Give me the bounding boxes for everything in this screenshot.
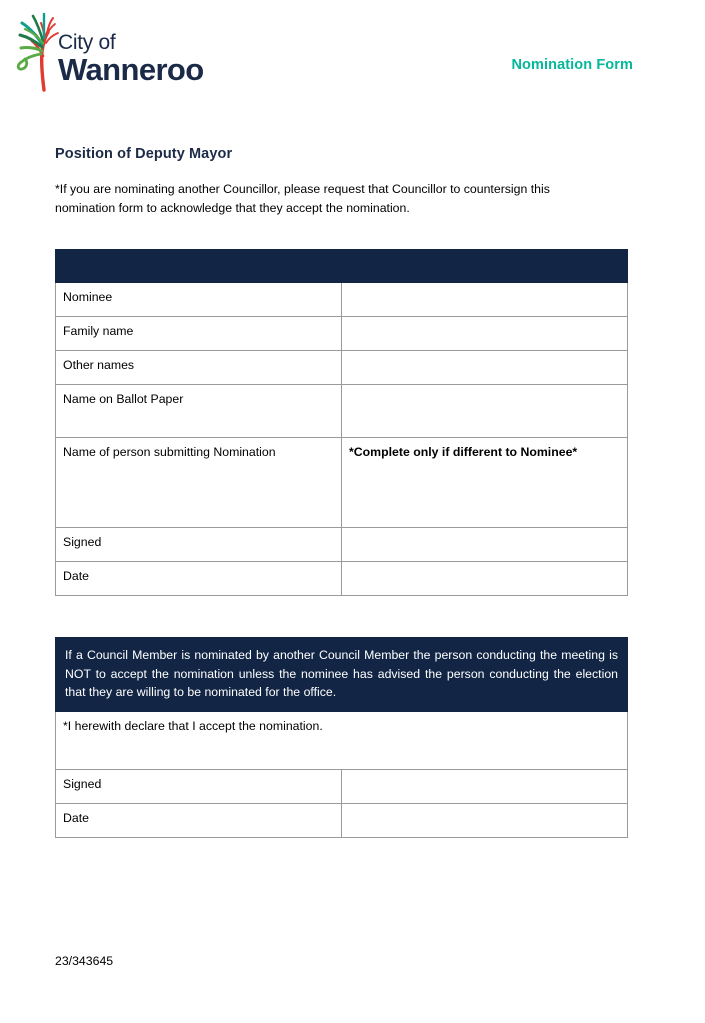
intro-paragraph: *If you are nominating another Councillor, please request that Councillor to countersign this nomination form to acknowledge that they accept the nomination. (55, 182, 550, 216)
declaration-banner-row (56, 638, 628, 712)
logo-line-wanneroo: Wanneroo (58, 52, 204, 87)
row-value-family-name[interactable] (342, 317, 628, 351)
row-value-date[interactable] (342, 562, 628, 596)
row-label-nominee: Nominee (56, 283, 342, 317)
table-row (56, 770, 628, 804)
declaration-statement-row (56, 712, 628, 770)
declaration-row-value-date[interactable] (342, 804, 628, 838)
table-row (56, 317, 628, 351)
row-value-other-names[interactable] (342, 351, 628, 385)
declaration-row-value-signed[interactable] (342, 770, 628, 804)
table-row (56, 438, 628, 528)
nominee-details-table (55, 249, 628, 596)
nominee-table-banner (56, 250, 628, 283)
row-label-submitting-person: Name of person submitting Nomination (56, 438, 342, 528)
grass-tree-logo-icon (12, 10, 64, 92)
declaration-row-label-signed: Signed (56, 770, 342, 804)
declaration-row-label-date: Date (56, 804, 342, 838)
footer-document-reference: 23/343645 (55, 954, 114, 968)
logo-line-city: City of (58, 31, 116, 54)
row-value-name-on-ballot-paper[interactable] (342, 385, 628, 438)
table-row (56, 804, 628, 838)
table-row (56, 351, 628, 385)
row-value-submitting-person[interactable]: *Complete only if different to Nominee* (342, 438, 628, 528)
row-label-signed: Signed (56, 528, 342, 562)
declaration-table (55, 637, 628, 838)
declaration-banner-text: If a Council Member is nominated by another Council Member the person conducting the meeting is NOT to accept the nomination unless the nominee has advised the person conducting the election that they are willing to be nominated for the office. (56, 638, 628, 712)
city-of-wanneroo-logo (12, 10, 242, 95)
row-value-signed[interactable] (342, 528, 628, 562)
row-value-nominee[interactable] (342, 283, 628, 317)
table-row (56, 562, 628, 596)
table-row (56, 528, 628, 562)
row-label-name-on-ballot-paper: Name on Ballot Paper (56, 385, 342, 438)
declaration-statement: *I herewith declare that I accept the nomination. (56, 712, 628, 770)
nominee-table-banner-row (56, 250, 628, 283)
logo-wordmark (58, 32, 204, 85)
document-type-label: Nomination Form (511, 57, 633, 73)
row-label-family-name: Family name (56, 317, 342, 351)
page-header (0, 0, 705, 115)
row-label-other-names: Other names (56, 351, 342, 385)
table-row (56, 385, 628, 438)
row-label-date: Date (56, 562, 342, 596)
table-row (56, 283, 628, 317)
page-title: Position of Deputy Mayor (55, 146, 233, 162)
